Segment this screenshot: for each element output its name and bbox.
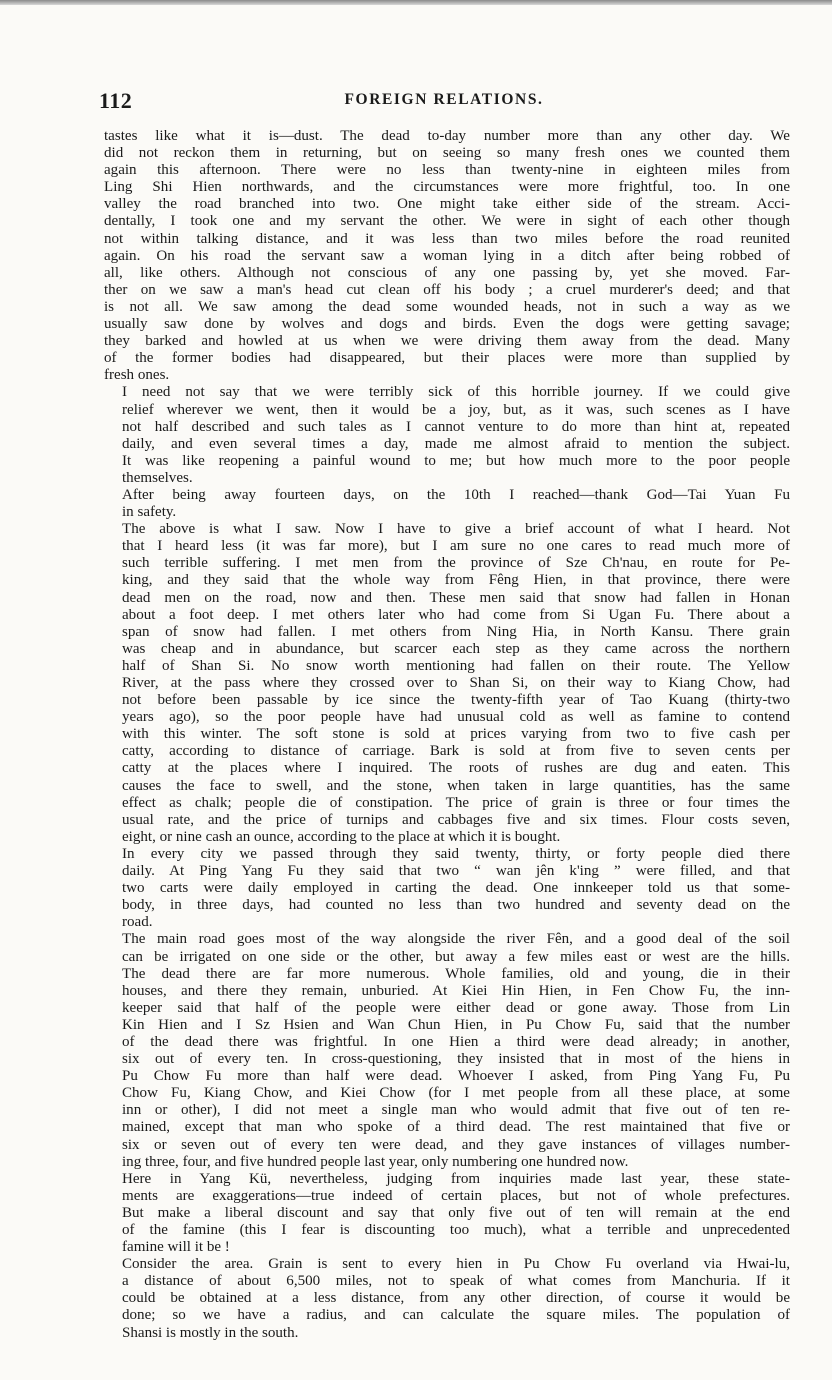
text-line: with this winter. The soft stone is sold at prices varying from two to five cash per: [122, 726, 790, 743]
paragraph: [104, 487, 790, 521]
paragraph: [104, 931, 790, 1170]
text-line: is not all. We saw among the dead some wounded heads, not in such a way as we: [104, 298, 790, 315]
text-line: Pu Chow Fu more than half were dead. Whoever I asked, from Ping Yang Fu, Pu: [122, 1068, 790, 1085]
text-line: done; so we have a radius, and can calculate the square miles. The population of: [122, 1307, 790, 1324]
text-line: houses, and there they remain, unburied. At Kiei Hin Hien, in Fen Chow Fu, the inn-: [122, 982, 790, 999]
text-line: After being away fourteen days, on the 10th I reached—thank God—Tai Yuan Fu: [122, 486, 790, 503]
text-line: effect as chalk; people die of constipation. The price of grain is three or four times the: [122, 794, 790, 811]
text-line: eight, or nine cash an ounce, according to the place at which it is bought.: [122, 828, 561, 845]
text-line: span of snow had fallen. I met others from Ning Hia, in North Kansu. There grain: [122, 623, 790, 640]
text-line: usually saw done by wolves and dogs and birds. Even the dogs were getting savage;: [104, 316, 790, 333]
text-line: catty, according to distance of carriage. Bark is sold at from five to seven cents per: [122, 743, 790, 760]
text-line: River, at the pass where they crossed over to Shan Si, on their way to Kiang Chow, had: [122, 675, 790, 691]
text-line: ments are exaggerations—true indeed of certain places, but not of whole prefectures.: [122, 1187, 790, 1204]
text-line: was cheap and in abundance, but scarcer each step as they came across the northern: [122, 640, 790, 657]
text-line: ing three, four, and five hundred people last year, only numbering one hundred now.: [122, 1153, 629, 1170]
text-line: tastes like what it is—dust. The dead to-day number more than any other day. We: [104, 128, 790, 144]
text-line: could be obtained at a less distance, from any other direction, of course it would be: [122, 1290, 790, 1307]
text-line: valley the road branched into two. One might take either side of the stream. Acci-: [104, 196, 790, 213]
paragraph: [104, 384, 790, 487]
text-line: dead men on the road, now and then. These men said that snow had fallen in Honan: [122, 589, 790, 606]
text-line: keeper said that half of the people were either dead or gone away. Those from Lin: [122, 999, 790, 1016]
text-line: ther on we saw a man's head cut clean off his body ; a cruel murderer's deed; and that: [104, 281, 790, 298]
text-line: in safety.: [122, 504, 177, 521]
paragraph: [104, 1171, 790, 1256]
text-line: king, and they said that the whole way from Fêng Hien, in that province, there were: [122, 572, 790, 589]
paragraph: [104, 846, 790, 931]
text-line: about a foot deep. I met others later who had come from Si Ugan Fu. There about a: [122, 606, 790, 623]
paragraph: [104, 521, 790, 846]
text-line: not before been passable by ice since the twenty-fifth year of Tao Kuang (thirty-two: [122, 692, 790, 709]
text-line: again. On his road the servant saw a woman lying in a ditch after being robbed of: [104, 247, 790, 264]
paragraph: [104, 128, 790, 384]
text-line: relief wherever we went, then it would be a joy, but, as it was, such scenes as I have: [122, 401, 790, 418]
text-line: In every city we passed through they said twenty, thirty, or forty people died there: [122, 845, 790, 862]
text-line: a distance of about 6,500 miles, not to speak of what comes from Manchuria. If it: [122, 1273, 790, 1290]
text-line: daily. At Ping Yang Fu they said that two “ wan jên k'ing ” were filled, and that: [122, 863, 790, 880]
text-line: not within talking distance, and it was less than two miles before the road reunited: [104, 230, 790, 247]
text-line: catty at the places where I inquired. The roots of rushes are dug and eaten. This: [122, 760, 790, 777]
text-line: six or seven out of every ten were dead, and they gave instances of villages number-: [122, 1136, 790, 1153]
paragraph: [104, 1256, 790, 1341]
text-line: six out of every ten. In cross-questioning, they insisted that in most of the hiens in: [122, 1051, 790, 1068]
page-header: [99, 88, 789, 114]
text-line: Kin Hien and I Sz Hsien and Wan Chun Hien, in Pu Chow Fu, said that the number: [122, 1016, 790, 1033]
text-line: body, in three days, had counted no less than two hundred and seventy dead on the: [122, 897, 790, 914]
text-line: years ago), so the poor people have had unusual cold as well as famine to contend: [122, 709, 790, 726]
text-line: The above is what I saw. Now I have to give a brief account of what I heard. Not: [122, 521, 790, 538]
text-line: Consider the area. Grain is sent to every hien in Pu Chow Fu overland via Hwai-lu,: [122, 1256, 790, 1273]
text-line: Ling Shi Hien northwards, and the circumstances were more frightful, too. In one: [104, 179, 790, 196]
text-line: The main road goes most of the way alongside the river Fên, and a good deal of the soil: [122, 931, 790, 948]
page-number: 112: [99, 88, 133, 113]
text-line: not half described and such tales as I cannot venture to do more than hint at, repeated: [122, 418, 790, 435]
text-line: themselves.: [122, 469, 193, 486]
text-line: half of Shan Si. No snow worth mentioning had fallen on their route. The Yellow: [122, 657, 790, 674]
text-line: I need not say that we were terribly sick of this horrible journey. If we could give: [122, 384, 790, 401]
text-line: of the former bodies had disappeared, but their places were more than supplied by: [104, 350, 790, 367]
text-line: of the famine (this I fear is discounting too much), what a terrible and unprecedented: [122, 1222, 790, 1238]
text-line: of the dead there was frightful. In one Hien a third were dead already; in another,: [122, 1033, 790, 1050]
text-line: famine will it be !: [122, 1239, 230, 1256]
text-line: again this afternoon. There were no less than twenty-nine in eighteen miles from: [104, 162, 790, 179]
text-line: dentally, I took one and my servant the other. We were in sight of each other though: [104, 213, 790, 230]
text-line: such terrible suffering. I met men from the province of Sze Ch'nau, en route for Pe-: [122, 555, 790, 572]
text-line: all, like others. Although not conscious of any one passing by, yet she moved. Far-: [104, 264, 790, 281]
body-text: [104, 128, 790, 1342]
text-line: daily, and even several times a day, made me almost afraid to mention the subject.: [122, 435, 790, 452]
text-line: Shansi is mostly in the south.: [122, 1324, 299, 1341]
running-title: FOREIGN RELATIONS.: [344, 91, 544, 108]
text-line: fresh ones.: [104, 367, 170, 384]
text-line: inn or other), I did not meet a single man who would admit that five out of ten re-: [122, 1102, 790, 1119]
text-line: Chow Fu, Kiang Chow, and Kiei Chow (for I met people from all these place, at some: [122, 1085, 790, 1102]
text-line: It was like reopening a painful wound to me; but how much more to the poor people: [122, 452, 790, 469]
text-line: causes the face to swell, and the stone, when taken in large quantities, has the same: [122, 777, 790, 794]
text-line: road.: [122, 914, 153, 931]
text-line: But make a liberal discount and say that only five out of ten will remain at the end: [122, 1204, 790, 1221]
text-line: two carts were daily employed in carting the dead. One innkeeper told us that some-: [122, 880, 790, 897]
text-line: did not reckon them in returning, but on seeing so many fresh ones we counted them: [104, 145, 790, 162]
text-line: they barked and howled at us when we were driving them away from the dead. Many: [104, 333, 790, 350]
text-line: The dead there are far more numerous. Whole families, old and young, die in their: [122, 965, 790, 982]
text-line: that I heard less (it was far more), but I am sure no one cares to read much more of: [122, 538, 790, 555]
text-line: Here in Yang Kü, nevertheless, judging from inquiries made last year, these state-: [122, 1170, 790, 1187]
text-line: mained, except that man who spoke of a third dead. The rest maintained that five or: [122, 1119, 790, 1136]
text-line: usual rate, and the price of turnips and cabbages five and six times. Flour costs seven,: [122, 811, 790, 828]
text-line: can be irrigated on one side or the other, but away a few miles east or west are the hills.: [122, 948, 790, 965]
top-edge-rule: [0, 0, 832, 5]
